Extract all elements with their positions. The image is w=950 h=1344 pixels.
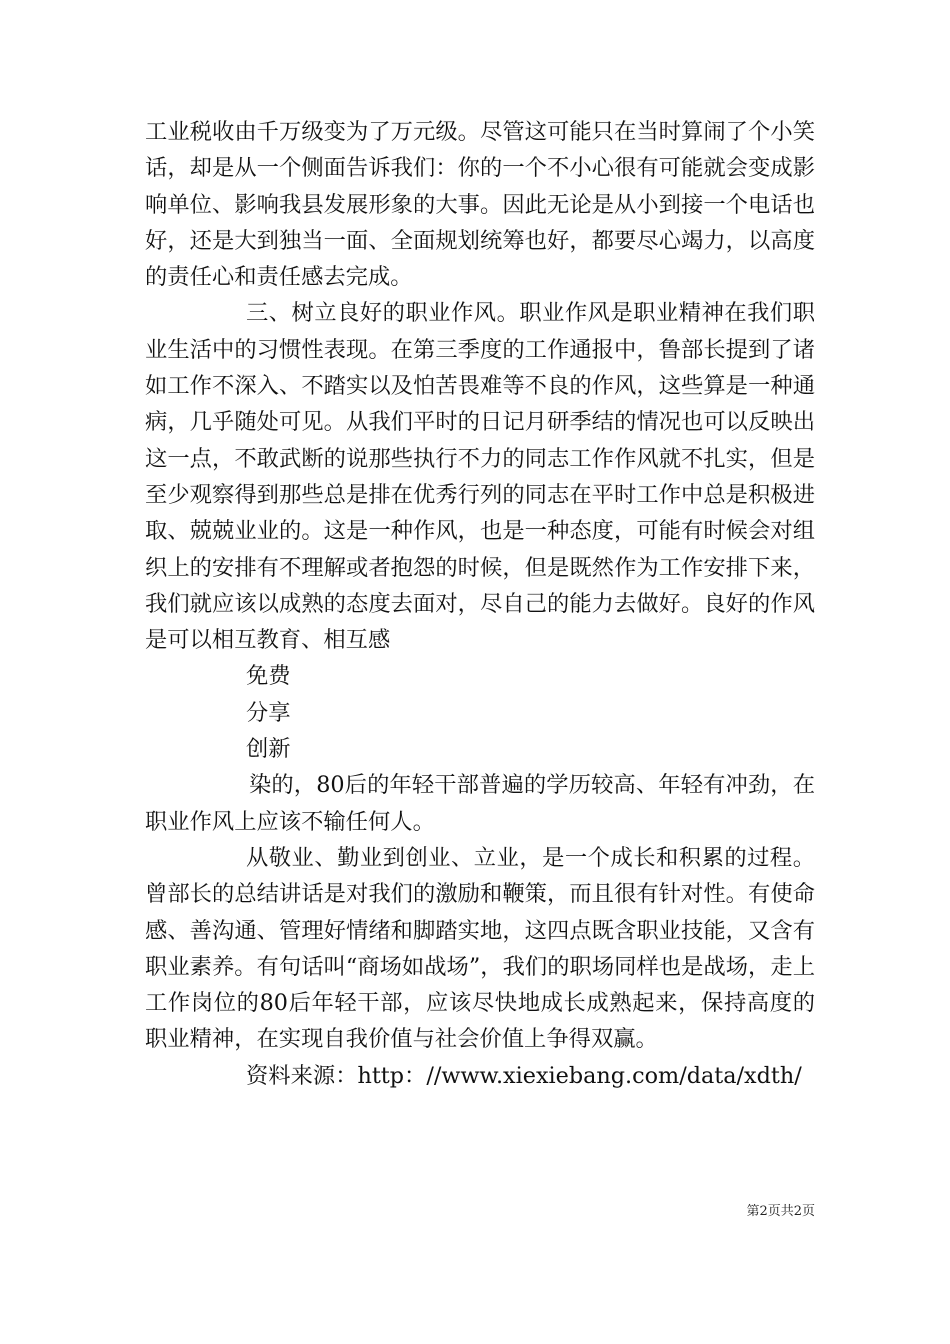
- watermark-line-innovate: 创新: [246, 736, 291, 763]
- watermark-line-free: 免费: [246, 663, 291, 690]
- document-body: [145, 114, 815, 1094]
- source-reference: 资料来源：http：//www.xiexiebang.com/data/xdth/: [246, 1062, 802, 1089]
- page-number-footer: 第2页共2页: [746, 1204, 815, 1219]
- watermark-line-share: 分享: [246, 699, 291, 726]
- paragraph-conclusion: 从敬业、勤业到创业、立业，是一个成长和积累的过程。曾部长的总结讲话是对我们的激励和鞭策，而且很有针对性。有使命感、善沟通、管理好情绪和脚踏实地，这四点既含职业技能，又含有职业素养。有句话叫“商场如战场”，我们的职场同样也是战场，走上工作岗位的80后年轻干部，应该尽快地成长成熟起来，保持高度的职业精神，在实现自我价值与社会价值上争得双赢。: [145, 844, 815, 1053]
- paragraph-responsibility-continued: 工业税收由千万级变为了万元级。尽管这可能只在当时算闹了个小笑话，却是从一个侧面告诉我们：你的一个不小心很有可能就会变成影响单位、影响我县发展形象的大事。因此无论是从小到接一个电话也好，还是大到独当一面、全面规划统筹也好，都要尽心竭力，以高度的责任心和责任感去完成。: [145, 119, 815, 291]
- paragraph-work-style: 三、树立良好的职业作风。职业作风是职业精神在我们职业生活中的习惯性表现。在第三季度的工作通报中，鲁部长提到了诸如工作不深入、不踏实以及怕苦畏难等不良的作风，这些算是一种通病，几乎随处可见。从我们平时的日记月研季结的情况也可以反映出这一点，不敢武断的说那些执行不力的同志工作作风就不扎实，但是至少观察得到那些总是排在优秀行列的同志在平时工作中总是积极进取、兢兢业业的。这是一种作风，也是一种态度，可能有时候会对组织上的安排有不理解或者抱怨的时候，但是既然作为工作安排下来，我们就应该以成熟的态度去面对，尽自己的能力去做好。良好的作风是可以相互教育、相互感: [145, 300, 815, 654]
- paragraph-work-style-continued: 染的，80后的年轻干部普遍的学历较高、年轻有冲劲，在职业作风上应该不输任何人。: [145, 772, 815, 835]
